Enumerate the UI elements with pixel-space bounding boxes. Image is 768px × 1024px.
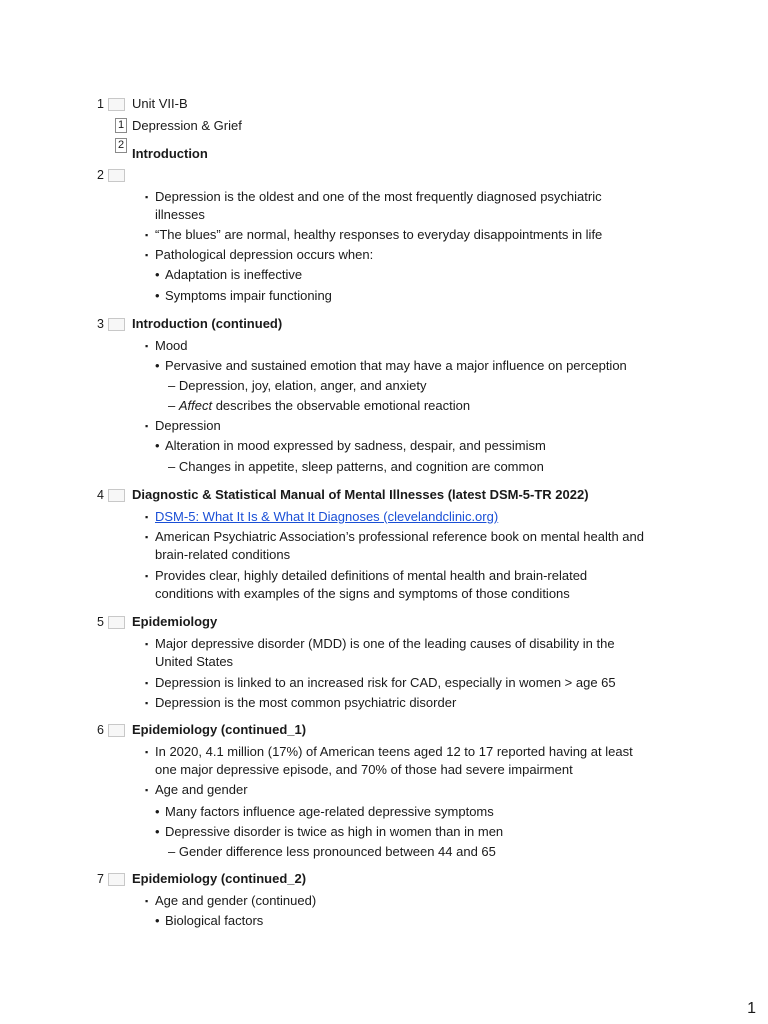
- dsm5-link[interactable]: DSM-5: What It Is & What It Diagnoses (clevelandclinic.org): [155, 509, 499, 524]
- bullet-text: Pathological depression occurs when:: [155, 247, 374, 262]
- slide-title: Epidemiology (continued_1): [132, 722, 307, 737]
- slide-number: 1: [97, 97, 104, 111]
- sub-text: Depression & Grief: [132, 118, 242, 133]
- square-bullet-icon: ▪: [145, 785, 149, 795]
- square-bullet-icon: ▪: [145, 192, 149, 202]
- bullet-text: illnesses: [155, 207, 205, 222]
- slide-thumbnail[interactable]: [108, 318, 125, 331]
- square-bullet-icon: ▪: [145, 896, 149, 906]
- slide-thumbnail[interactable]: [108, 616, 125, 629]
- square-bullet-icon: ▪: [145, 639, 149, 649]
- slide-title: Epidemiology (continued_2): [132, 871, 307, 886]
- bullet-text: “The blues” are normal, healthy responses to everyday disappointments in life: [155, 227, 603, 242]
- bullet-text: Major depressive disorder (MDD) is one of the leading causes of disability in the: [155, 636, 615, 651]
- slide-title: Unit VII-B: [132, 96, 188, 111]
- slide-title: Diagnostic & Statistical Manual of Mental Illnesses (latest DSM-5-TR 2022): [132, 487, 589, 502]
- slide-thumbnail[interactable]: [108, 489, 125, 502]
- bullet-text: Depression is the oldest and one of the most frequently diagnosed psychiatric: [155, 189, 602, 204]
- bullet-text: Pervasive and sustained emotion that may have a major influence on perception: [165, 358, 627, 373]
- bullet-text: Age and gender: [155, 782, 248, 797]
- square-bullet-icon: ▪: [145, 230, 149, 240]
- bullet-text: American Psychiatric Association’s professional reference book on mental health and: [155, 529, 644, 544]
- dot-bullet-icon: •: [155, 438, 160, 453]
- emphasis-text: Affect: [178, 398, 213, 413]
- square-bullet-icon: ▪: [145, 747, 149, 757]
- square-bullet-icon: ▪: [145, 250, 149, 260]
- slide-title: Epidemiology: [132, 614, 218, 629]
- bullet-text: – Changes in appetite, sleep patterns, and cognition are common: [168, 459, 544, 474]
- square-bullet-icon: ▪: [145, 678, 149, 688]
- bullet-text: Many factors influence age-related depressive symptoms: [165, 804, 494, 819]
- dot-bullet-icon: •: [155, 267, 160, 282]
- bullet-text: – Gender difference less pronounced between 44 and 65: [168, 844, 496, 859]
- bullet-text: Provides clear, highly detailed definitions of mental health and brain-related: [155, 568, 588, 583]
- bullet-text: Adaptation is ineffective: [165, 267, 303, 282]
- bullet-text: Depression is the most common psychiatric disorder: [155, 695, 457, 710]
- bullet-text: one major depressive episode, and 70% of those had severe impairment: [155, 762, 573, 777]
- slide-number: 3: [97, 317, 104, 331]
- dot-bullet-icon: •: [155, 804, 160, 819]
- bullet-text: Age and gender (continued): [155, 893, 317, 908]
- bullet-text: brain-related conditions: [155, 547, 291, 562]
- square-bullet-icon: ▪: [145, 341, 149, 351]
- sub-index: 1: [115, 118, 127, 133]
- page-number: 1: [747, 1000, 756, 1017]
- bullet-text: Biological factors: [165, 913, 264, 928]
- square-bullet-icon: ▪: [145, 532, 149, 542]
- slide-number: 6: [97, 723, 104, 737]
- bullet-text: Alteration in mood expressed by sadness, despair, and pessimism: [165, 438, 546, 453]
- bullet-text: United States: [155, 654, 234, 669]
- slide-thumbnail[interactable]: [108, 724, 125, 737]
- bullet-text: Depression is linked to an increased risk for CAD, especially in women > age 65: [155, 675, 616, 690]
- slide-number: 7: [97, 872, 104, 886]
- bullet-text: Depressive disorder is twice as high in women than in men: [165, 824, 504, 839]
- bullet-text: Symptoms impair functioning: [165, 288, 332, 303]
- slide-thumbnail[interactable]: [108, 98, 125, 111]
- dot-bullet-icon: •: [155, 358, 160, 373]
- bullet-text: Mood: [155, 338, 188, 353]
- sub-index: 2: [115, 138, 127, 153]
- slide-thumbnail[interactable]: [108, 169, 125, 182]
- dot-bullet-icon: •: [155, 288, 160, 303]
- sub-text: Introduction: [132, 146, 208, 161]
- dot-bullet-icon: •: [155, 824, 160, 839]
- bullet-text: describes the observable emotional reaction: [212, 398, 471, 413]
- bullet-text: Depression: [155, 418, 221, 433]
- slide-thumbnail[interactable]: [108, 873, 125, 886]
- square-bullet-icon: ▪: [145, 512, 149, 522]
- square-bullet-icon: ▪: [145, 698, 149, 708]
- slide-title: Introduction (continued): [132, 316, 283, 331]
- square-bullet-icon: ▪: [145, 571, 149, 581]
- slide-number: 2: [97, 168, 104, 182]
- bullet-text: conditions with examples of the signs and symptoms of those conditions: [155, 586, 570, 601]
- bullet-text: In 2020, 4.1 million (17%) of American teens aged 12 to 17 reported having at least: [155, 744, 633, 759]
- slide-number: 5: [97, 615, 104, 629]
- bullet-text: – Depression, joy, elation, anger, and anxiety: [168, 378, 427, 393]
- square-bullet-icon: ▪: [145, 421, 149, 431]
- slide-number: 4: [97, 488, 104, 502]
- dot-bullet-icon: •: [155, 913, 160, 928]
